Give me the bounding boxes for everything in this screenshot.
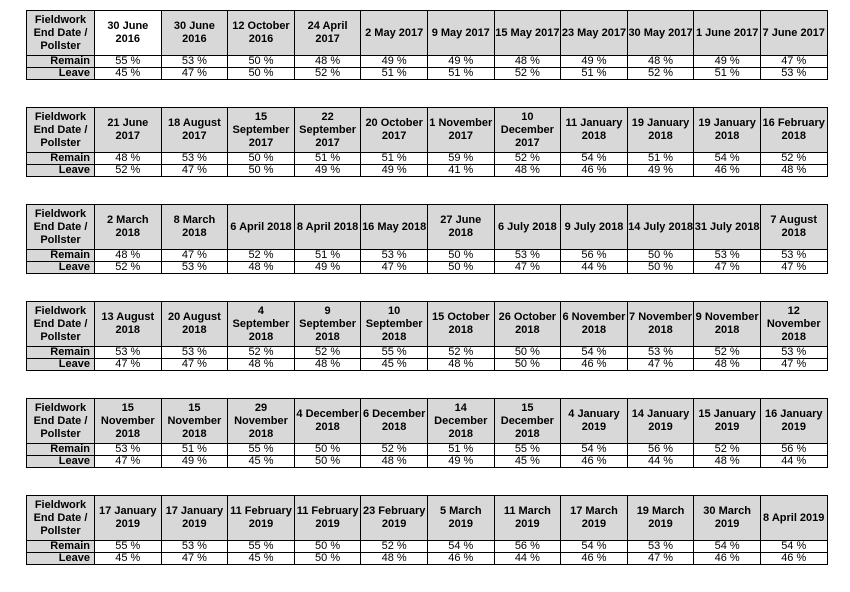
- leave-value-cell: 48 %: [694, 456, 761, 468]
- date-header-cell: 23 May 2017: [561, 11, 628, 56]
- leave-label: Leave: [27, 456, 95, 468]
- remain-value-cell: 47 %: [760, 56, 827, 68]
- remain-value-cell: 54 %: [561, 153, 628, 165]
- leave-value-cell: 47 %: [627, 553, 694, 565]
- remain-value-cell: 55 %: [95, 56, 162, 68]
- remain-value-cell: 53 %: [627, 541, 694, 553]
- remain-value-cell: 49 %: [694, 56, 761, 68]
- date-header-cell: 2 March 2018: [95, 205, 162, 250]
- date-header-cell: 15 November 2018: [95, 399, 162, 444]
- remain-value-cell: 52 %: [694, 444, 761, 456]
- leave-label: Leave: [27, 359, 95, 371]
- date-header-cell: 18 August 2017: [161, 108, 228, 153]
- remain-value-cell: 51 %: [427, 444, 494, 456]
- leave-value-cell: 45 %: [95, 553, 162, 565]
- date-header-cell: 15 May 2017: [494, 11, 561, 56]
- leave-value-cell: 49 %: [161, 456, 228, 468]
- leave-value-cell: 50 %: [228, 68, 295, 80]
- remain-row: [27, 347, 828, 359]
- remain-label: Remain: [27, 444, 95, 456]
- leave-value-cell: 48 %: [361, 456, 428, 468]
- leave-value-cell: 50 %: [228, 165, 295, 177]
- date-header-cell: 7 June 2017: [760, 11, 827, 56]
- date-header-cell: 11 February 2019: [228, 496, 295, 541]
- remain-value-cell: 54 %: [694, 153, 761, 165]
- poll-table: [26, 495, 828, 565]
- leave-value-cell: 50 %: [494, 359, 561, 371]
- date-header-cell: 6 April 2018: [228, 205, 295, 250]
- remain-row: [27, 250, 828, 262]
- remain-value-cell: 53 %: [494, 250, 561, 262]
- date-header-cell: 15 November 2018: [161, 399, 228, 444]
- leave-value-cell: 47 %: [161, 359, 228, 371]
- leave-value-cell: 47 %: [95, 359, 162, 371]
- date-header-cell: 27 June 2018: [427, 205, 494, 250]
- remain-value-cell: 49 %: [561, 56, 628, 68]
- date-header-cell: 16 January 2019: [760, 399, 827, 444]
- leave-row: [27, 456, 828, 468]
- remain-value-cell: 56 %: [561, 250, 628, 262]
- date-header-cell: 7 August 2018: [760, 205, 827, 250]
- date-header-cell: 2 May 2017: [361, 11, 428, 56]
- leave-value-cell: 46 %: [561, 359, 628, 371]
- remain-value-cell: 51 %: [294, 153, 361, 165]
- poll-tables: [26, 10, 828, 592]
- date-header-cell: 20 August 2018: [161, 302, 228, 347]
- date-header-cell: 17 January 2019: [95, 496, 162, 541]
- remain-label: Remain: [27, 56, 95, 68]
- leave-value-cell: 48 %: [228, 262, 295, 274]
- date-header-cell: 9 September 2018: [294, 302, 361, 347]
- date-header-cell: 6 December 2018: [361, 399, 428, 444]
- leave-value-cell: 47 %: [760, 359, 827, 371]
- date-header-cell: 21 June 2017: [95, 108, 162, 153]
- remain-value-cell: 53 %: [694, 250, 761, 262]
- remain-value-cell: 53 %: [760, 250, 827, 262]
- leave-label: Leave: [27, 165, 95, 177]
- date-header-cell: 19 March 2019: [627, 496, 694, 541]
- remain-value-cell: 53 %: [361, 250, 428, 262]
- date-header-cell: 30 May 2017: [627, 11, 694, 56]
- remain-value-cell: 48 %: [95, 250, 162, 262]
- date-header-cell: 20 October 2017: [361, 108, 428, 153]
- leave-row: [27, 262, 828, 274]
- leave-value-cell: 49 %: [427, 456, 494, 468]
- leave-value-cell: 47 %: [494, 262, 561, 274]
- fieldwork-label-cell: Fieldwork End Date / Pollster: [27, 11, 95, 56]
- leave-value-cell: 48 %: [427, 359, 494, 371]
- leave-value-cell: 47 %: [760, 262, 827, 274]
- remain-value-cell: 55 %: [95, 541, 162, 553]
- date-header-cell: 17 March 2019: [561, 496, 628, 541]
- remain-value-cell: 53 %: [161, 347, 228, 359]
- leave-value-cell: 46 %: [760, 553, 827, 565]
- remain-value-cell: 53 %: [161, 541, 228, 553]
- leave-label: Leave: [27, 262, 95, 274]
- remain-row: [27, 56, 828, 68]
- leave-value-cell: 49 %: [361, 165, 428, 177]
- date-header-cell: 15 January 2019: [694, 399, 761, 444]
- header-row: [27, 496, 828, 541]
- leave-value-cell: 48 %: [694, 359, 761, 371]
- fieldwork-label-cell: Fieldwork End Date / Pollster: [27, 205, 95, 250]
- date-header-cell: 5 March 2019: [427, 496, 494, 541]
- leave-value-cell: 46 %: [694, 165, 761, 177]
- remain-row: [27, 444, 828, 456]
- fieldwork-label-cell: Fieldwork End Date / Pollster: [27, 496, 95, 541]
- remain-value-cell: 51 %: [161, 444, 228, 456]
- leave-value-cell: 48 %: [228, 359, 295, 371]
- header-row: [27, 205, 828, 250]
- leave-value-cell: 46 %: [427, 553, 494, 565]
- leave-row: [27, 165, 828, 177]
- date-header-cell: 14 January 2019: [627, 399, 694, 444]
- leave-value-cell: 46 %: [561, 456, 628, 468]
- remain-value-cell: 52 %: [228, 347, 295, 359]
- date-header-cell: 8 April 2018: [294, 205, 361, 250]
- remain-value-cell: 55 %: [228, 444, 295, 456]
- remain-value-cell: 56 %: [760, 444, 827, 456]
- leave-value-cell: 53 %: [760, 68, 827, 80]
- poll-table: [26, 107, 828, 177]
- leave-value-cell: 48 %: [494, 165, 561, 177]
- remain-value-cell: 54 %: [760, 541, 827, 553]
- remain-value-cell: 50 %: [294, 541, 361, 553]
- leave-value-cell: 47 %: [361, 262, 428, 274]
- remain-value-cell: 50 %: [494, 347, 561, 359]
- date-header-cell: 9 November 2018: [694, 302, 761, 347]
- remain-value-cell: 52 %: [361, 541, 428, 553]
- date-header-cell: 8 March 2018: [161, 205, 228, 250]
- remain-value-cell: 53 %: [627, 347, 694, 359]
- remain-value-cell: 52 %: [228, 250, 295, 262]
- date-header-cell: 30 June 2016: [95, 11, 162, 56]
- remain-value-cell: 55 %: [228, 541, 295, 553]
- fieldwork-label-cell: Fieldwork End Date / Pollster: [27, 108, 95, 153]
- date-header-cell: 29 November 2018: [228, 399, 295, 444]
- remain-value-cell: 51 %: [294, 250, 361, 262]
- remain-value-cell: 52 %: [294, 347, 361, 359]
- leave-value-cell: 51 %: [361, 68, 428, 80]
- remain-label: Remain: [27, 347, 95, 359]
- remain-value-cell: 54 %: [561, 444, 628, 456]
- leave-value-cell: 47 %: [95, 456, 162, 468]
- remain-value-cell: 50 %: [228, 153, 295, 165]
- remain-value-cell: 52 %: [694, 347, 761, 359]
- poll-table: [26, 398, 828, 468]
- leave-row: [27, 553, 828, 565]
- date-header-cell: 4 January 2019: [561, 399, 628, 444]
- remain-value-cell: 56 %: [627, 444, 694, 456]
- fieldwork-label-cell: Fieldwork End Date / Pollster: [27, 399, 95, 444]
- poll-table: [26, 204, 828, 274]
- remain-value-cell: 54 %: [427, 541, 494, 553]
- date-header-cell: 1 June 2017: [694, 11, 761, 56]
- remain-value-cell: 52 %: [427, 347, 494, 359]
- leave-value-cell: 50 %: [627, 262, 694, 274]
- leave-value-cell: 44 %: [561, 262, 628, 274]
- date-header-cell: 4 September 2018: [228, 302, 295, 347]
- date-header-cell: 12 October 2016: [228, 11, 295, 56]
- remain-value-cell: 50 %: [427, 250, 494, 262]
- date-header-cell: 11 February 2019: [294, 496, 361, 541]
- remain-value-cell: 50 %: [228, 56, 295, 68]
- date-header-cell: 8 April 2019: [760, 496, 827, 541]
- date-header-cell: 15 September 2017: [228, 108, 295, 153]
- leave-label: Leave: [27, 553, 95, 565]
- date-header-cell: 4 December 2018: [294, 399, 361, 444]
- remain-value-cell: 54 %: [694, 541, 761, 553]
- leave-value-cell: 50 %: [294, 456, 361, 468]
- remain-value-cell: 50 %: [294, 444, 361, 456]
- date-header-cell: 11 January 2018: [561, 108, 628, 153]
- date-header-cell: 22 September 2017: [294, 108, 361, 153]
- leave-value-cell: 46 %: [561, 165, 628, 177]
- leave-value-cell: 44 %: [494, 553, 561, 565]
- remain-value-cell: 55 %: [494, 444, 561, 456]
- remain-value-cell: 53 %: [161, 56, 228, 68]
- remain-value-cell: 48 %: [294, 56, 361, 68]
- remain-value-cell: 53 %: [161, 153, 228, 165]
- remain-value-cell: 52 %: [361, 444, 428, 456]
- date-header-cell: 16 May 2018: [361, 205, 428, 250]
- leave-value-cell: 49 %: [294, 165, 361, 177]
- leave-value-cell: 44 %: [760, 456, 827, 468]
- date-header-cell: 10 September 2018: [361, 302, 428, 347]
- leave-value-cell: 52 %: [294, 68, 361, 80]
- leave-value-cell: 52 %: [95, 165, 162, 177]
- leave-row: [27, 68, 828, 80]
- remain-row: [27, 541, 828, 553]
- remain-value-cell: 55 %: [361, 347, 428, 359]
- leave-value-cell: 47 %: [627, 359, 694, 371]
- date-header-cell: 19 January 2018: [627, 108, 694, 153]
- date-header-cell: 7 November 2018: [627, 302, 694, 347]
- leave-value-cell: 47 %: [694, 262, 761, 274]
- leave-value-cell: 46 %: [694, 553, 761, 565]
- leave-value-cell: 45 %: [361, 359, 428, 371]
- date-header-cell: 6 November 2018: [561, 302, 628, 347]
- leave-value-cell: 52 %: [95, 262, 162, 274]
- leave-value-cell: 51 %: [427, 68, 494, 80]
- leave-value-cell: 49 %: [627, 165, 694, 177]
- remain-value-cell: 49 %: [427, 56, 494, 68]
- leave-value-cell: 49 %: [294, 262, 361, 274]
- date-header-cell: 14 December 2018: [427, 399, 494, 444]
- remain-value-cell: 56 %: [494, 541, 561, 553]
- leave-value-cell: 45 %: [228, 553, 295, 565]
- date-header-cell: 12 November 2018: [760, 302, 827, 347]
- header-row: [27, 108, 828, 153]
- date-header-cell: 26 October 2018: [494, 302, 561, 347]
- remain-value-cell: 52 %: [760, 153, 827, 165]
- leave-value-cell: 48 %: [361, 553, 428, 565]
- date-header-cell: 11 March 2019: [494, 496, 561, 541]
- remain-value-cell: 49 %: [361, 56, 428, 68]
- leave-value-cell: 47 %: [161, 165, 228, 177]
- leave-value-cell: 52 %: [627, 68, 694, 80]
- leave-value-cell: 47 %: [161, 553, 228, 565]
- leave-value-cell: 41 %: [427, 165, 494, 177]
- leave-value-cell: 48 %: [294, 359, 361, 371]
- remain-value-cell: 48 %: [494, 56, 561, 68]
- remain-value-cell: 51 %: [361, 153, 428, 165]
- poll-table: [26, 301, 828, 371]
- date-header-cell: 13 August 2018: [95, 302, 162, 347]
- leave-row: [27, 359, 828, 371]
- leave-value-cell: 48 %: [760, 165, 827, 177]
- remain-value-cell: 51 %: [627, 153, 694, 165]
- date-header-cell: 24 April 2017: [294, 11, 361, 56]
- leave-value-cell: 45 %: [228, 456, 295, 468]
- remain-value-cell: 53 %: [95, 444, 162, 456]
- header-row: [27, 302, 828, 347]
- remain-value-cell: 48 %: [627, 56, 694, 68]
- remain-label: Remain: [27, 153, 95, 165]
- header-row: [27, 11, 828, 56]
- fieldwork-label-cell: Fieldwork End Date / Pollster: [27, 302, 95, 347]
- poll-table: [26, 10, 828, 80]
- date-header-cell: 30 March 2019: [694, 496, 761, 541]
- remain-value-cell: 52 %: [494, 153, 561, 165]
- date-header-cell: 19 January 2018: [694, 108, 761, 153]
- date-header-cell: 14 July 2018: [627, 205, 694, 250]
- remain-label: Remain: [27, 541, 95, 553]
- date-header-cell: 10 December 2017: [494, 108, 561, 153]
- leave-value-cell: 47 %: [161, 68, 228, 80]
- remain-value-cell: 54 %: [561, 347, 628, 359]
- date-header-cell: 31 July 2018: [694, 205, 761, 250]
- leave-value-cell: 53 %: [161, 262, 228, 274]
- leave-value-cell: 45 %: [494, 456, 561, 468]
- date-header-cell: 9 May 2017: [427, 11, 494, 56]
- remain-value-cell: 53 %: [95, 347, 162, 359]
- remain-value-cell: 50 %: [627, 250, 694, 262]
- remain-value-cell: 54 %: [561, 541, 628, 553]
- leave-value-cell: 45 %: [95, 68, 162, 80]
- leave-value-cell: 52 %: [494, 68, 561, 80]
- date-header-cell: 17 January 2019: [161, 496, 228, 541]
- remain-value-cell: 47 %: [161, 250, 228, 262]
- date-header-cell: 9 July 2018: [561, 205, 628, 250]
- leave-label: Leave: [27, 68, 95, 80]
- header-row: [27, 399, 828, 444]
- date-header-cell: 16 February 2018: [760, 108, 827, 153]
- date-header-cell: 15 October 2018: [427, 302, 494, 347]
- remain-value-cell: 48 %: [95, 153, 162, 165]
- remain-value-cell: 59 %: [427, 153, 494, 165]
- leave-value-cell: 46 %: [561, 553, 628, 565]
- date-header-cell: 1 November 2017: [427, 108, 494, 153]
- date-header-cell: 30 June 2016: [161, 11, 228, 56]
- remain-label: Remain: [27, 250, 95, 262]
- date-header-cell: 23 February 2019: [361, 496, 428, 541]
- date-header-cell: 15 December 2018: [494, 399, 561, 444]
- leave-value-cell: 51 %: [694, 68, 761, 80]
- remain-value-cell: 53 %: [760, 347, 827, 359]
- remain-row: [27, 153, 828, 165]
- date-header-cell: 6 July 2018: [494, 205, 561, 250]
- leave-value-cell: 50 %: [427, 262, 494, 274]
- leave-value-cell: 44 %: [627, 456, 694, 468]
- leave-value-cell: 51 %: [561, 68, 628, 80]
- leave-value-cell: 50 %: [294, 553, 361, 565]
